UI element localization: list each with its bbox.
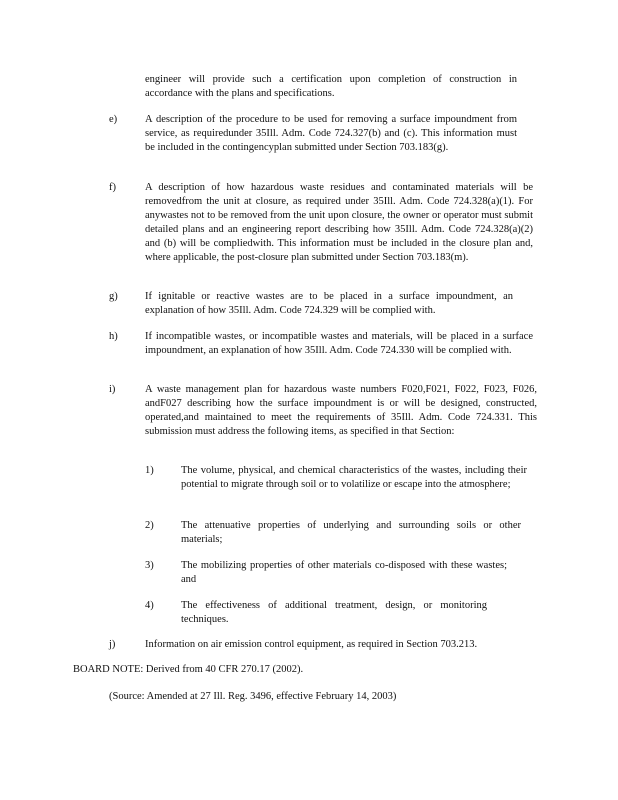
item-f-label: f) [109,182,116,193]
subitem-4-label: 4) [145,600,154,611]
subitem-3-text: The mobilizing properties of other materials co-disposed with these wastes; and [181,560,507,585]
item-h-text: If incompatible wastes, or incompatible wastes and materials, will be placed in a surface impoundment, an explanation of how 35Ill. Adm. Code 724.330 will be complied with. [145,331,533,356]
source-note: (Source: Amended at 27 Ill. Reg. 3496, effective February 14, 2003) [109,691,397,702]
board-note: BOARD NOTE: Derived from 40 CFR 270.17 (2002). [73,664,304,675]
item-i-label: i) [109,384,116,395]
subitem-1-text: The volume, physical, and chemical characteristics of the wastes, including their potential to migrate through soil or to volatilize or escape into the atmosphere; [181,465,527,490]
item-e-label: e) [109,114,118,125]
item-j-label: j) [109,639,116,650]
item-j-text: Information on air emission control equipment, as required in Section 703.213. [145,639,478,650]
item-h-label: h) [109,331,118,342]
subitem-3-label: 3) [145,560,154,571]
subitem-1-label: 1) [145,465,154,476]
subitem-4-text: The effectiveness of additional treatment, design, or monitoring techniques. [181,600,487,625]
item-e-text: A description of the procedure to be used for removing a surface impoundment from service, as requiredunder 35Ill. Adm. Code 724.327(b) and (c). This information must be included in the contingencyplan submitted under Section 703.183(g). [145,114,517,153]
subitem-2-label: 2) [145,520,154,531]
intro-paragraph: engineer will provide such a certification upon completion of construction in accordance with the plans and specifications. [145,74,517,99]
item-i-text: A waste management plan for hazardous waste numbers F020,F021, F022, F023, F026, andF027 describing how the surface impoundment is or will be designed, constructed, operated,and maintained to meet the requirements of 35Ill. Adm. Code 724.331. This submission must address the following items, as specified in that Section: [145,384,537,437]
item-g-label: g) [109,291,118,302]
item-g-text: If ignitable or reactive wastes are to be placed in a surface impoundment, an explanation of how 35Ill. Adm. Code 724.329 will be complied with. [145,291,513,316]
subitem-2-text: The attenuative properties of underlying and surrounding soils or other materials; [181,520,521,545]
item-f-text: A description of how hazardous waste residues and contaminated materials will be removedfrom the unit at closure, as required under 35Ill. Adm. Code 724.328(a)(1). For anywastes not to be removed from the unit upon closure, the owner or operator must submit detailed plans and an engineering report describing how 35Ill. Adm. Code 724.328(a)(2) and (b) will be compliedwith. This information must be included in the closure plan and, where applicable, the post-closure plan submitted under Section 703.183(m). [145,182,533,263]
